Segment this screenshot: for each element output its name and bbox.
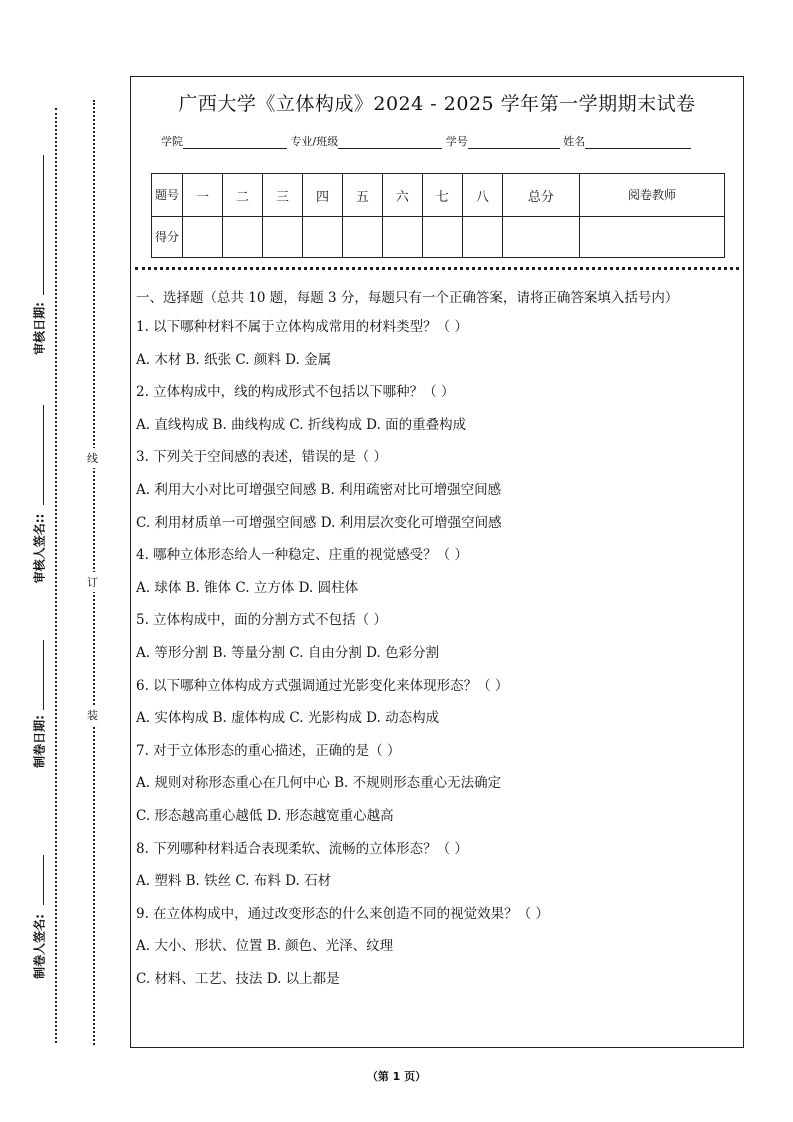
name-field[interactable] bbox=[585, 136, 691, 149]
question-line: 9. 在立体构成中，通过改变形态的什么来创造不同的视觉效果？（ ） bbox=[136, 905, 549, 922]
name-label: 姓名 bbox=[563, 135, 586, 148]
question-line: 2. 立体构成中，线的构成形式不包括以下哪种？（ ） bbox=[136, 384, 455, 401]
review-date-blank bbox=[43, 155, 44, 295]
binding-staple-char: 订 bbox=[87, 572, 98, 592]
margin-dotted-line-outer bbox=[55, 108, 57, 1043]
option-line: A. 规则对称形态重心在几何中心 B. 不规则形态重心无法确定 bbox=[136, 775, 502, 792]
option-line: A. 大小、形状、位置 B. 颜色、光泽、纹理 bbox=[136, 938, 394, 955]
section-multiple-choice bbox=[136, 283, 726, 995]
score-cell[interactable] bbox=[382, 217, 422, 258]
option-line: A. 利用大小对比可增强空间感 B. 利用疏密对比可增强空间感 bbox=[136, 481, 502, 498]
col-2: 二 bbox=[222, 174, 262, 217]
student-id-label: 学号 bbox=[445, 135, 468, 148]
option-line: C. 形态越高重心越低 D. 形态越宽重心越高 bbox=[136, 807, 394, 824]
score-label: 得分 bbox=[152, 217, 183, 258]
option-line: A. 实体构成 B. 虚体构成 C. 光影构成 D. 动态构成 bbox=[136, 710, 440, 727]
score-cell[interactable] bbox=[462, 217, 502, 258]
college-label: 学院 bbox=[161, 135, 183, 148]
option-line: C. 利用材质单一可增强空间感 D. 利用层次变化可增强空间感 bbox=[136, 514, 502, 531]
score-cell[interactable] bbox=[422, 217, 462, 258]
col-1: 一 bbox=[183, 174, 223, 217]
page-title: 广西大学《立体构成》2024 - 2025 学年第一学期期末试卷 bbox=[178, 93, 696, 115]
option-line: A. 塑料 B. 铁丝 C. 布料 D. 石材 bbox=[136, 873, 332, 890]
question-line: 4. 哪种立体形态给人一种稳定、庄重的视觉感受？（ ） bbox=[136, 547, 468, 564]
col-8: 八 bbox=[462, 174, 502, 217]
score-cell[interactable] bbox=[342, 217, 382, 258]
college-field[interactable] bbox=[183, 136, 287, 149]
option-line: A. 球体 B. 锥体 C. 立方体 D. 圆柱体 bbox=[136, 579, 359, 596]
review-date-label: 审核日期: bbox=[32, 302, 47, 355]
col-7: 七 bbox=[422, 174, 462, 217]
major-field[interactable] bbox=[338, 136, 442, 149]
reviewer-sign-blank bbox=[43, 405, 44, 505]
option-line: C. 材料、工艺、技法 D. 以上都是 bbox=[136, 970, 340, 987]
exam-frame bbox=[130, 76, 744, 1048]
option-line: A. 木材 B. 纸张 C. 颜料 D. 金属 bbox=[136, 351, 332, 368]
reviewer-sign-label: 审核人签名:: bbox=[32, 513, 47, 584]
score-cell-total[interactable] bbox=[502, 217, 579, 258]
col-3: 三 bbox=[262, 174, 302, 217]
dotted-separator bbox=[135, 267, 739, 270]
question-line: 8. 下列哪种材料适合表现柔软、流畅的立体形态？（ ） bbox=[136, 840, 468, 857]
col-4: 四 bbox=[302, 174, 342, 217]
score-table-header-row bbox=[152, 174, 725, 217]
col-6: 六 bbox=[382, 174, 422, 217]
option-line: A. 直线构成 B. 曲线构成 C. 折线构成 D. 面的重叠构成 bbox=[136, 416, 467, 433]
section-heading: 一、选择题（总共 10 题，每题 3 分，每题只有一个正确答案，请将正确答案填入括号内） bbox=[136, 290, 679, 306]
student-info-row bbox=[161, 133, 721, 149]
make-date-label: 制卷日期: bbox=[32, 715, 47, 768]
col-5: 五 bbox=[342, 174, 382, 217]
maker-sign-blank bbox=[43, 855, 44, 905]
question-line: 1. 以下哪种材料不属于立体构成常用的材料类型？（ ） bbox=[136, 319, 468, 335]
question-line: 6. 以下哪种立体构成方式强调通过光影变化来体现形态？（ ） bbox=[136, 677, 509, 694]
question-line: 5. 立体构成中，面的分割方式不包括（ ） bbox=[136, 612, 387, 629]
score-cell-grader[interactable] bbox=[580, 217, 725, 258]
question-line: 3. 下列关于空间感的表述，错误的是（ ） bbox=[136, 449, 387, 466]
binding-line-char: 线 bbox=[87, 448, 98, 468]
score-table-score-row bbox=[152, 217, 725, 258]
col-grader: 阅卷教师 bbox=[580, 174, 725, 217]
score-table bbox=[151, 173, 725, 258]
page-number: （第 1 页） bbox=[366, 1070, 427, 1083]
score-cell[interactable] bbox=[302, 217, 342, 258]
score-cell[interactable] bbox=[222, 217, 262, 258]
option-line: A. 等形分割 B. 等量分割 C. 自由分割 D. 色彩分割 bbox=[136, 644, 440, 661]
maker-sign-label: 制卷人签名: bbox=[32, 914, 47, 979]
col-total: 总分 bbox=[502, 174, 579, 217]
question-line: 7. 对于立体形态的重心描述，正确的是（ ） bbox=[136, 742, 401, 759]
score-cell[interactable] bbox=[183, 217, 223, 258]
question-number-head: 题号 bbox=[152, 174, 183, 217]
student-id-field[interactable] bbox=[468, 136, 560, 149]
make-date-blank bbox=[43, 640, 44, 710]
binding-bind-char: 装 bbox=[87, 705, 98, 725]
score-cell[interactable] bbox=[262, 217, 302, 258]
major-label: 专业/班级 bbox=[290, 135, 339, 148]
